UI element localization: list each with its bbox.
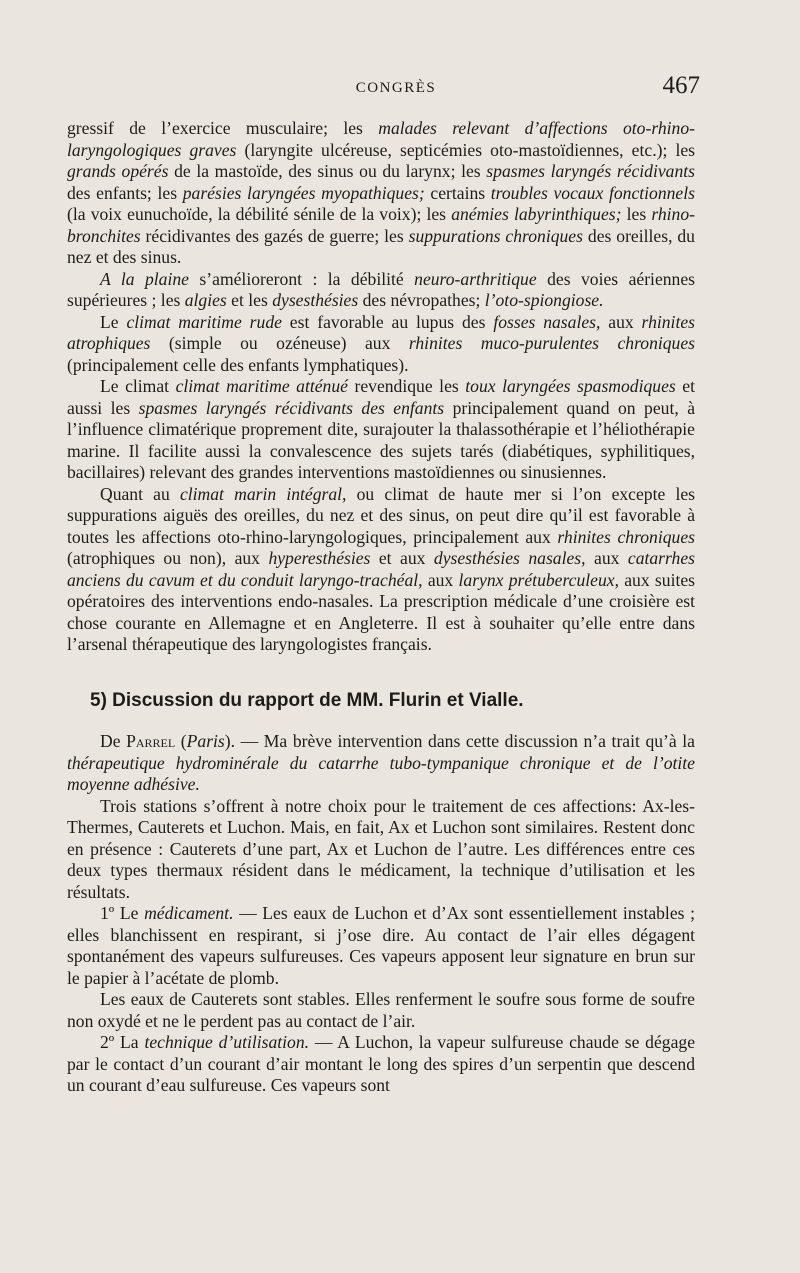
italic-text: troubles vocaux fonctionnels [490,182,695,203]
italic-text: climat maritime rude [126,311,282,332]
text-run: (principalement celle des enfants lymphatiques). [67,354,409,375]
italic-text: algies [184,290,227,310]
text-run: aux suites opératoires des interventions endo-nasales. La prescription médicale d’une croisière est chose courante en Allemagne et en Angleterre. Il est à souhaiter qu’elle entre dans l’arsenal thérapeutique des laryngologistes français. [67,569,696,654]
section-heading: 5) Discussion du rapport de MM. Flurin et Vialle. [90,689,524,711]
text-run: aux [585,548,628,568]
italic-text: spasmes laryngés récidivants des enfants [138,397,445,418]
italic-text: Paris [186,731,225,751]
author-name: Parrel [126,731,176,751]
paragraph [67,731,695,796]
text-run: des enfants; les [67,182,183,203]
text-run: et aussi les [67,376,695,418]
italic-text: thérapeutique hydrominérale du catarrhe tubo-tympanique chronique et de l’otite moyenne adhésive. [67,752,695,794]
italic-text: parésies laryngées myopathiques; [182,182,425,203]
text-run: est favorable au lupus des [281,311,494,332]
text-run: Quant au [100,483,180,504]
text-run: gressif de l’exercice musculaire; les [67,118,379,138]
text-run: aux [422,569,459,590]
text-run: Le climat [100,376,176,396]
paragraph [67,269,695,312]
italic-text: larynx prétuberculeux, [458,569,619,590]
running-title: CONGRÈS [355,80,437,96]
text-run: les [621,204,652,224]
text-run: — A Luchon, la vapeur sulfureuse chaude se dégage par le contact d’un courant d’air montant le long des spires d’un serpentin que descend un courant d’eau sulfureuse. Ces vapeurs sont [67,1032,696,1095]
italic-text: spasmes laryngés récidivants [486,161,695,181]
paragraph [67,796,695,904]
page-number: 467 [662,72,700,99]
text-run: et aux [370,548,434,568]
italic-text: grands opérés [67,161,169,181]
paragraph [67,989,695,1032]
italic-text: neuro-arthritique [414,268,537,289]
running-header [92,72,700,106]
text-run: (atrophiques ou non), aux [67,548,269,568]
italic-text: climat maritime atténué [175,376,348,396]
italic-text: technique d’utilisation. [144,1032,310,1052]
italic-text: catarrhes anciens du cavum et du conduit laryngo-trachéal, [67,548,696,590]
italic-text: malades relevant d’affections oto-rhino-laryngologiques graves [67,118,695,160]
text-run: certains [424,182,491,203]
text-run: (la voix eunuchoïde, la débilité sénile de la voix); les [67,204,452,224]
body-text [67,118,695,1097]
italic-text: hyperesthésies [268,548,371,568]
paragraph [67,376,695,484]
text-run: de la mastoïde, des sinus ou du larynx; les [168,161,487,181]
italic-text: A la plaine [100,268,189,289]
italic-text: fosses nasales, [493,311,601,332]
paragraph [67,1032,695,1097]
text-run: Trois stations s’offrent à notre choix pour le traitement de ces affections: Ax-les-Thermes, Cauterets et Luchon. Mais, en fait, Ax et Luchon sont similaires. Restent donc en présence : Cauterets d’une part, Ax et Luchon de l’autre. Les différences entre ces deux types thermaux résident dans le médicament, la technique d’utilisation et les résultats. [67,795,695,902]
text-run: des voies aériennes supérieures ; les [67,268,696,310]
text-run: récidivantes des gazés de guerre; les [140,225,409,246]
text-run: aux [600,311,642,332]
italic-text: suppurations chroniques [408,225,583,246]
text-run: s’amélioreront : la débilité [188,268,415,289]
text-run: principalement quand on peut, à l’influence climatérique proprement dite, surajouter la thalassothérapie et l’héliothérapie marine. Il facilite aussi la convalescence des sujets tarés (diabétiques, syphilitiques, bacillaires) relevant des grandes interventions mastoïdiennes ou sinusiennes. [67,397,695,482]
italic-text: rhinites chroniques [557,526,695,547]
italic-text: climat marin intégral, [179,483,347,504]
text-run: et les [226,290,273,310]
text-run: — Les eaux de Luchon et d’Ax sont essentiellement instables ; elles blanchissent en respirant, si j’ose dire. Au contact de l’air elles dégagent spontanément des vapeurs sulfureuses. Ces vapeurs apposent leur signature en brun sur le papier à l’acétate de plomb. [67,903,695,988]
text-run: ( [175,731,187,751]
italic-text: dysesthésies [272,290,359,310]
text-run: des névropathes; [358,290,485,310]
text-run: Le [100,311,127,332]
text-run: des oreilles, du nez et des sinus. [67,225,695,267]
italic-text: dysesthésies nasales, [433,548,586,568]
text-run: 2º La [100,1032,145,1052]
italic-text: toux laryngées spasmodiques [465,376,676,396]
text-run: (simple ou ozéneuse) aux [150,333,409,353]
paragraph [67,903,695,989]
text-run: ou climat de haute mer si l’on excepte les suppurations aiguës des oreilles, du nez et des sinus, on peut dire qu’il est favorable à toutes les affections oto-rhino-laryngologiques, principalement aux [67,483,696,547]
text-run: De [100,731,127,751]
italic-text: rhinites muco-purulentes chroniques [408,333,696,353]
text-run: Les eaux de Cauterets sont stables. Elles renferment le soufre sous forme de soufre non oxydé et ne le perdent pas au contact de l’air. [67,989,695,1031]
italic-text: anémies labyrinthiques; [451,204,622,224]
text-run: (laryngite ulcéreuse, septicémies oto-mastoïdiennes, etc.); les [236,139,695,160]
paragraph [67,118,695,269]
paragraph [67,484,695,656]
text-run: 1º Le [100,903,145,923]
italic-text: l’oto-spiongiose. [484,290,604,310]
italic-text: médicament. [144,903,234,923]
text-run: revendique les [347,376,466,396]
italic-text: rhinites atrophiques [67,311,695,353]
text-run: ). — Ma brève intervention dans cette discussion n’a trait qu’à la [224,731,695,751]
italic-text: rhino-bronchites [67,204,696,246]
paragraph [67,312,695,377]
